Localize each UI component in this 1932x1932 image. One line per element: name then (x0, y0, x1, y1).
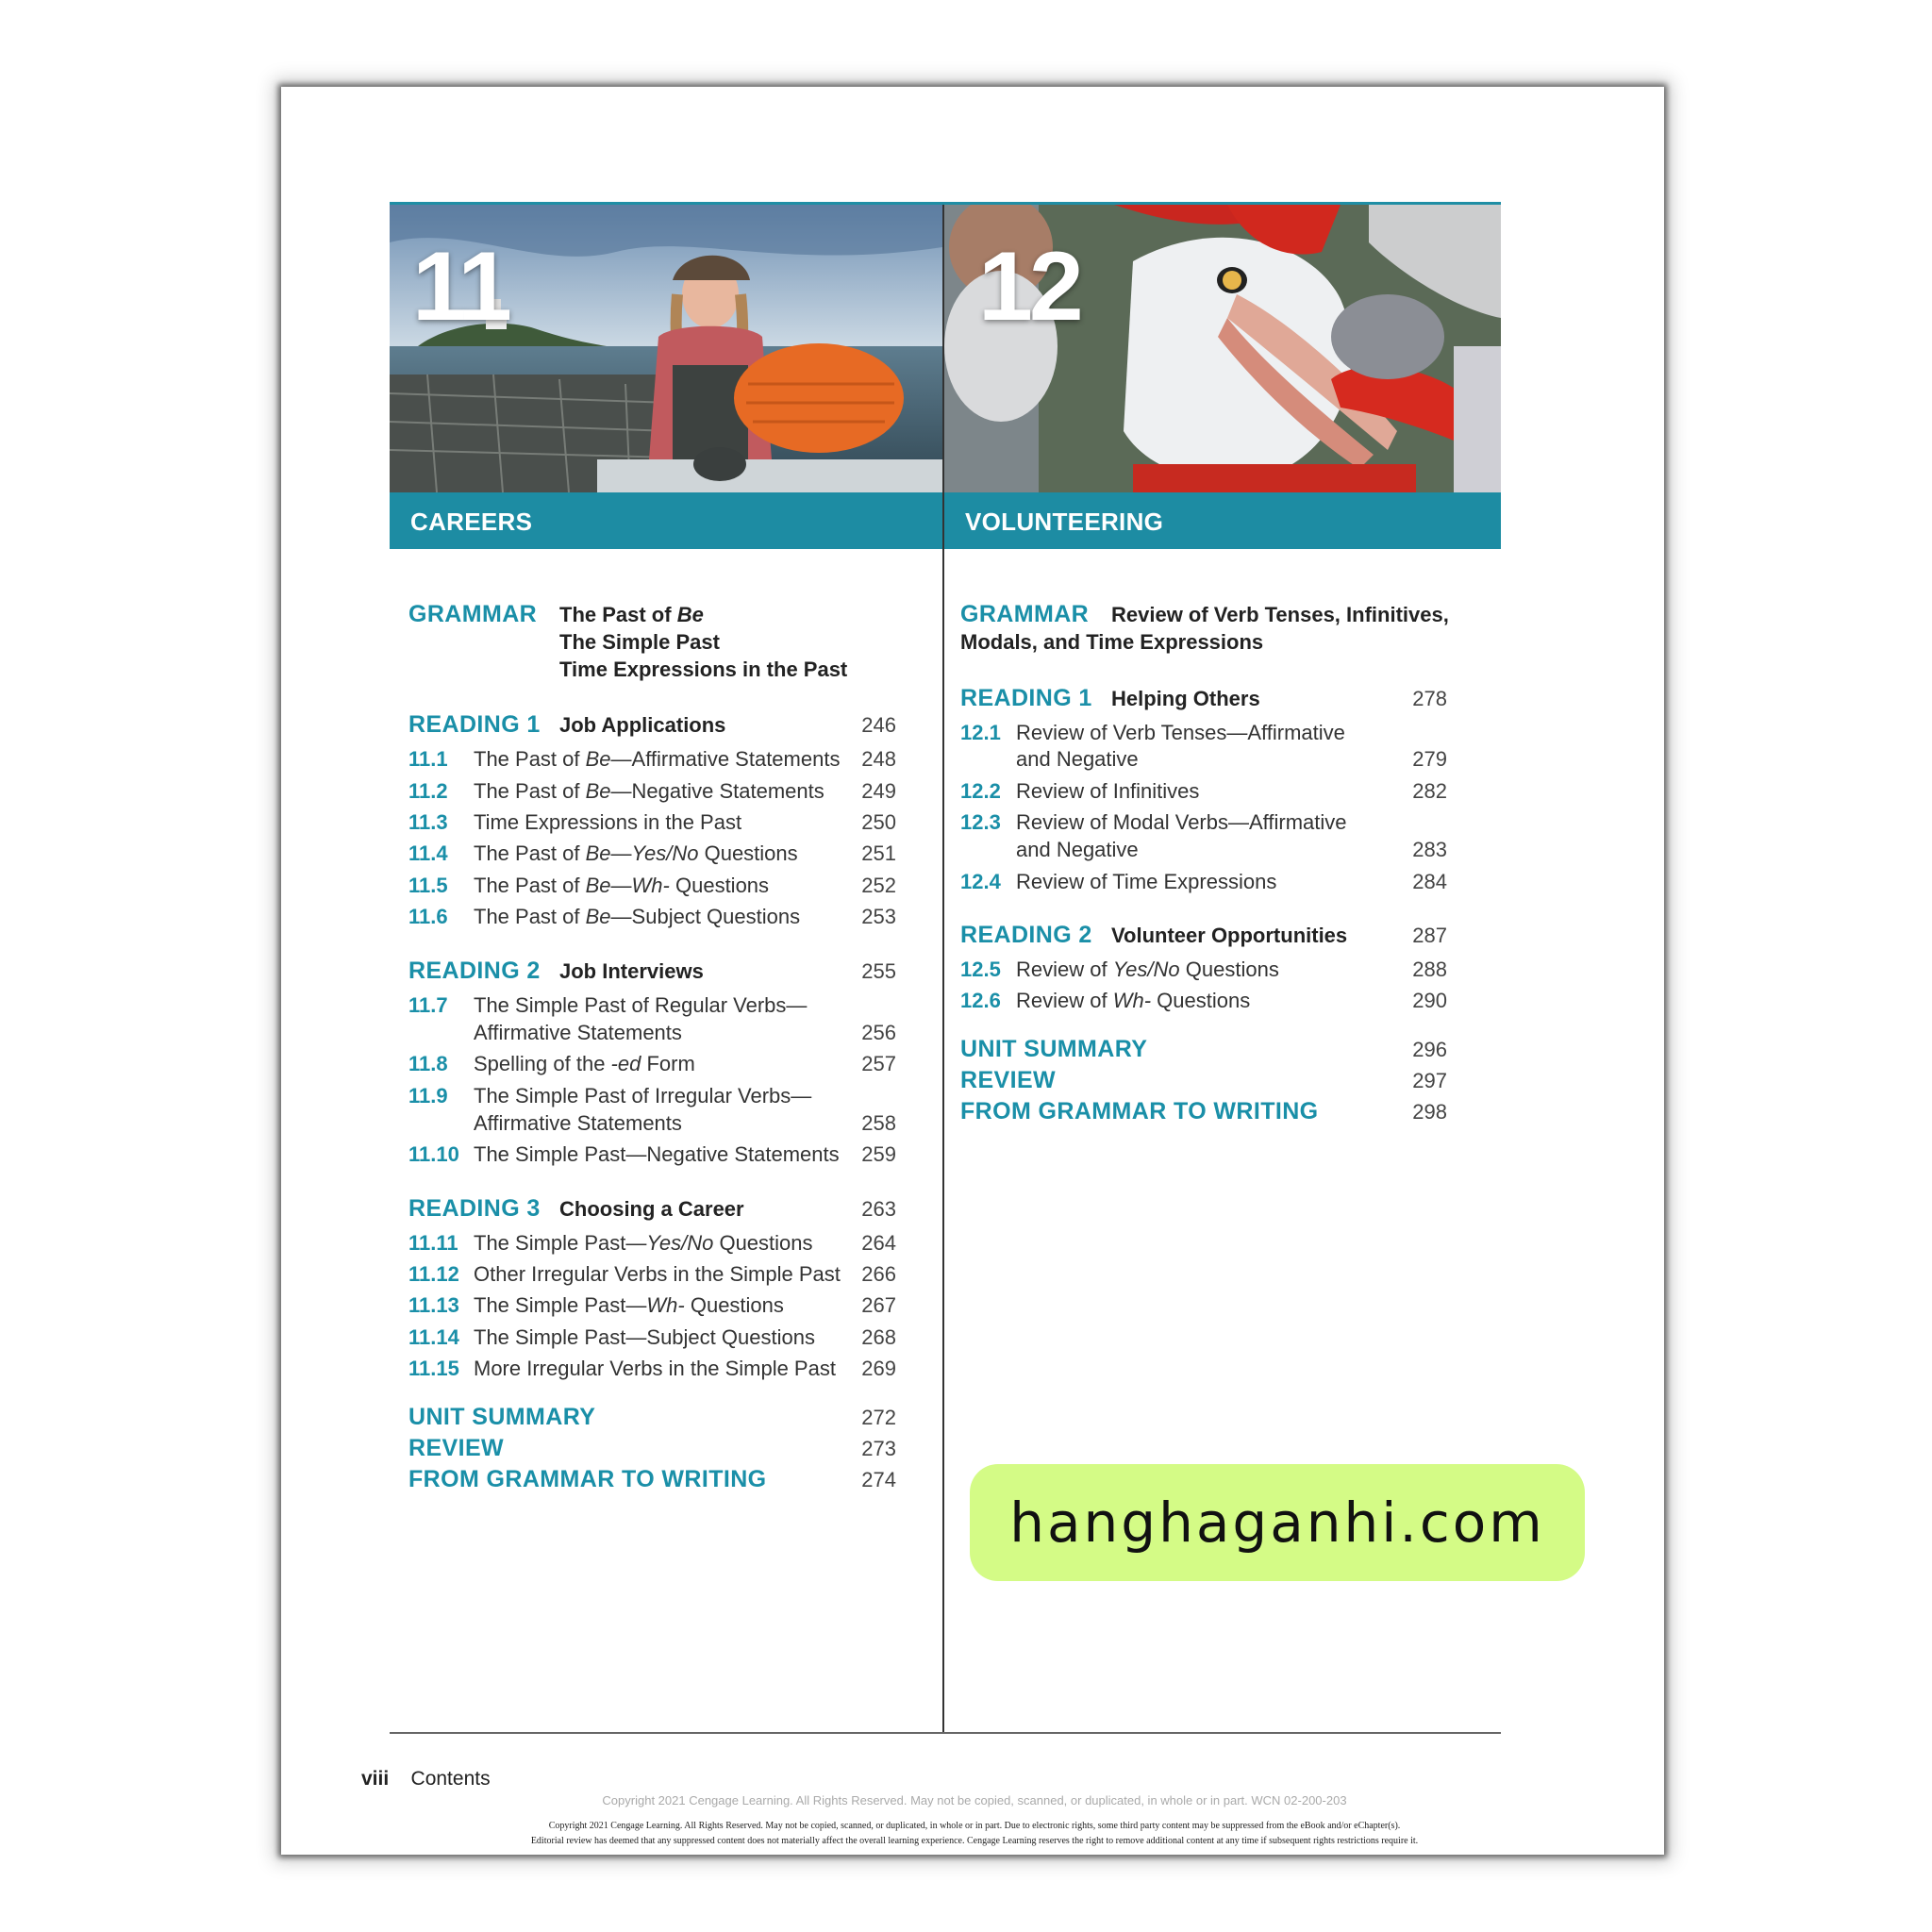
page-number: 248 (861, 747, 896, 771)
reading-title[interactable]: Choosing a Career (559, 1197, 744, 1221)
section-title[interactable]: Review of Verb Tenses—Affirmative (1016, 721, 1345, 744)
section-title[interactable]: The Past of Be—Wh- Questions (474, 874, 770, 897)
page-number: 266 (861, 1262, 896, 1286)
page-number: 267 (861, 1293, 896, 1317)
grammar-topic: The Simple Past (559, 630, 720, 654)
section-title[interactable]: The Simple Past—Yes/No Questions (474, 1231, 813, 1255)
grammar-label: GRAMMAR (960, 601, 1090, 627)
section-number[interactable]: 12.1 (960, 721, 1001, 744)
page-number: 259 (861, 1142, 896, 1166)
page-number: 251 (861, 841, 896, 865)
page-number: 246 (861, 713, 896, 737)
section-title[interactable]: The Simple Past of Irregular Verbs— (474, 1084, 812, 1108)
column-divider (942, 205, 944, 1733)
grammar-topic: Modals, and Time Expressions (960, 630, 1264, 654)
section-number[interactable]: 11.3 (408, 810, 448, 834)
section-title[interactable]: The Past of Be—Yes/No Questions (474, 841, 798, 865)
page-number: 253 (861, 905, 896, 928)
page-number: 297 (1412, 1069, 1447, 1092)
section-title[interactable]: The Simple Past—Subject Questions (474, 1325, 815, 1349)
reading-title[interactable]: Helping Others (1111, 687, 1260, 710)
section-title[interactable]: The Past of Be—Affirmative Statements (474, 747, 841, 771)
section-number[interactable]: 11.12 (408, 1262, 459, 1286)
section-title-cont[interactable]: and Negative (1016, 838, 1139, 861)
section-number[interactable]: 11.4 (408, 841, 448, 865)
unit-12-number: 12 (978, 232, 1080, 341)
page-number: 249 (861, 779, 896, 803)
section-title[interactable]: Review of Yes/No Questions (1016, 958, 1279, 981)
section-number[interactable]: 11.15 (408, 1357, 459, 1380)
reading-title[interactable]: Job Interviews (559, 959, 704, 983)
page-number: 284 (1412, 870, 1447, 893)
reading-label[interactable]: READING 1 (408, 711, 541, 738)
unit-12-photo (944, 205, 1501, 492)
page-number: 263 (861, 1197, 896, 1221)
section-number[interactable]: 11.8 (408, 1052, 448, 1075)
section-number[interactable]: 11.13 (408, 1293, 459, 1317)
section-number[interactable]: 12.4 (960, 870, 1001, 893)
section-number[interactable]: 11.10 (408, 1142, 459, 1166)
reading-title[interactable]: Volunteer Opportunities (1111, 924, 1348, 947)
section-title[interactable]: The Simple Past—Negative Statements (474, 1142, 840, 1166)
page-number: 264 (861, 1231, 896, 1255)
section-number[interactable]: 11.9 (408, 1084, 448, 1108)
review-link[interactable]: REVIEW (408, 1435, 505, 1461)
section-title-cont[interactable]: Affirmative Statements (474, 1111, 682, 1135)
section-number[interactable]: 11.14 (408, 1325, 459, 1349)
page-number: 273 (861, 1437, 896, 1460)
section-number[interactable]: 11.7 (408, 993, 448, 1017)
section-number[interactable]: 12.2 (960, 779, 1001, 803)
unit-summary-link[interactable]: UNIT SUMMARY (960, 1036, 1148, 1062)
grammar-to-writing-link[interactable]: FROM GRAMMAR TO WRITING (960, 1098, 1319, 1124)
legal-notice (283, 1819, 1666, 1849)
section-title[interactable]: Review of Time Expressions (1016, 870, 1277, 893)
bottom-rule (390, 1732, 1501, 1734)
reading-label[interactable]: READING 3 (408, 1195, 541, 1222)
watermark-badge: hanghaganhi.com (970, 1464, 1585, 1581)
section-title[interactable]: The Simple Past of Regular Verbs— (474, 993, 808, 1017)
unit-12-theme: VOLUNTEERING (944, 492, 1501, 549)
page-number: 287 (1412, 924, 1447, 947)
page-number: 278 (1412, 687, 1447, 710)
page-number: 268 (861, 1325, 896, 1349)
page-number: 282 (1412, 779, 1447, 803)
legal-line: Editorial review has deemed that any suppressed content does not materially affect the overall learning experience. Cengage Learning reserves the right to remove additional content at any time if subsequent rights restrictions require it. (530, 1836, 1419, 1846)
section-title[interactable]: Review of Infinitives (1016, 779, 1200, 803)
reading-title[interactable]: Job Applications (559, 713, 726, 737)
reading-label[interactable]: READING 2 (408, 958, 541, 984)
section-title-cont[interactable]: Affirmative Statements (474, 1021, 682, 1044)
page-number: 274 (861, 1468, 896, 1491)
page-number: 269 (861, 1357, 896, 1380)
section-title[interactable]: The Simple Past—Wh- Questions (474, 1293, 784, 1317)
page-number: 258 (861, 1111, 896, 1135)
page-number: 290 (1412, 989, 1447, 1012)
section-number[interactable]: 11.5 (408, 874, 448, 897)
section-name: Contents (410, 1768, 491, 1790)
section-title[interactable]: Other Irregular Verbs in the Simple Past (474, 1262, 841, 1286)
section-number[interactable]: 12.3 (960, 810, 1001, 834)
section-title[interactable]: The Past of Be—Subject Questions (474, 905, 801, 928)
section-number[interactable]: 11.11 (408, 1231, 458, 1255)
page-number: 283 (1412, 838, 1447, 861)
page-number: 279 (1412, 747, 1447, 771)
page-number: 272 (861, 1406, 896, 1429)
unit-summary-link[interactable]: UNIT SUMMARY (408, 1404, 596, 1430)
page-number: 256 (861, 1021, 896, 1044)
section-number[interactable]: 11.6 (408, 905, 448, 928)
page-number-roman: viii (361, 1768, 390, 1790)
unit-11-number: 11 (412, 232, 508, 341)
section-number[interactable]: 11.1 (408, 747, 448, 771)
page-number: 250 (861, 810, 896, 834)
unit-11-photo (390, 205, 942, 492)
section-number[interactable]: 11.2 (408, 779, 448, 803)
legal-line: Copyright 2021 Cengage Learning. All Rights Reserved. May not be copied, scanned, or duplicated, in whole or in part. Due to electronic rights, some third party content may be suppressed from the eBook and/or eChapter(s). (548, 1821, 1401, 1831)
section-title-cont[interactable]: and Negative (1016, 747, 1139, 771)
grammar-label: GRAMMAR (408, 601, 538, 627)
page-number: 252 (861, 874, 896, 897)
section-number[interactable]: 12.6 (960, 989, 1001, 1012)
grammar-topic: The Past of Be (559, 603, 704, 626)
page-number: 288 (1412, 958, 1447, 981)
reading-label[interactable]: READING 1 (960, 685, 1092, 711)
section-title[interactable]: Time Expressions in the Past (474, 810, 742, 834)
section-title[interactable]: More Irregular Verbs in the Simple Past (474, 1357, 836, 1380)
copyright-line: Copyright 2021 Cengage Learning. All Rights Reserved. May not be copied, scanned, or duplicated, in whole or in part. WCN 02-200-203 (602, 1793, 1347, 1807)
review-link[interactable]: REVIEW (960, 1067, 1057, 1093)
grammar-topic: Review of Verb Tenses, Infinitives, (1111, 603, 1449, 626)
unit-11-theme: CAREERS (390, 492, 942, 549)
section-number[interactable]: 12.5 (960, 958, 1001, 981)
section-title[interactable]: Review of Modal Verbs—Affirmative (1016, 810, 1347, 834)
reading-label[interactable]: READING 2 (960, 922, 1092, 948)
page-number: 255 (861, 959, 896, 983)
page-number: 298 (1412, 1100, 1447, 1124)
section-title[interactable]: Spelling of the -ed Form (474, 1052, 695, 1075)
page-number: 257 (861, 1052, 896, 1075)
section-title[interactable]: Review of Wh- Questions (1016, 989, 1251, 1012)
page-number: 296 (1412, 1038, 1447, 1061)
page-footer (361, 1768, 491, 1790)
grammar-to-writing-link[interactable]: FROM GRAMMAR TO WRITING (408, 1466, 767, 1492)
grammar-topic: Time Expressions in the Past (559, 658, 848, 681)
section-title[interactable]: The Past of Be—Negative Statements (474, 779, 824, 803)
